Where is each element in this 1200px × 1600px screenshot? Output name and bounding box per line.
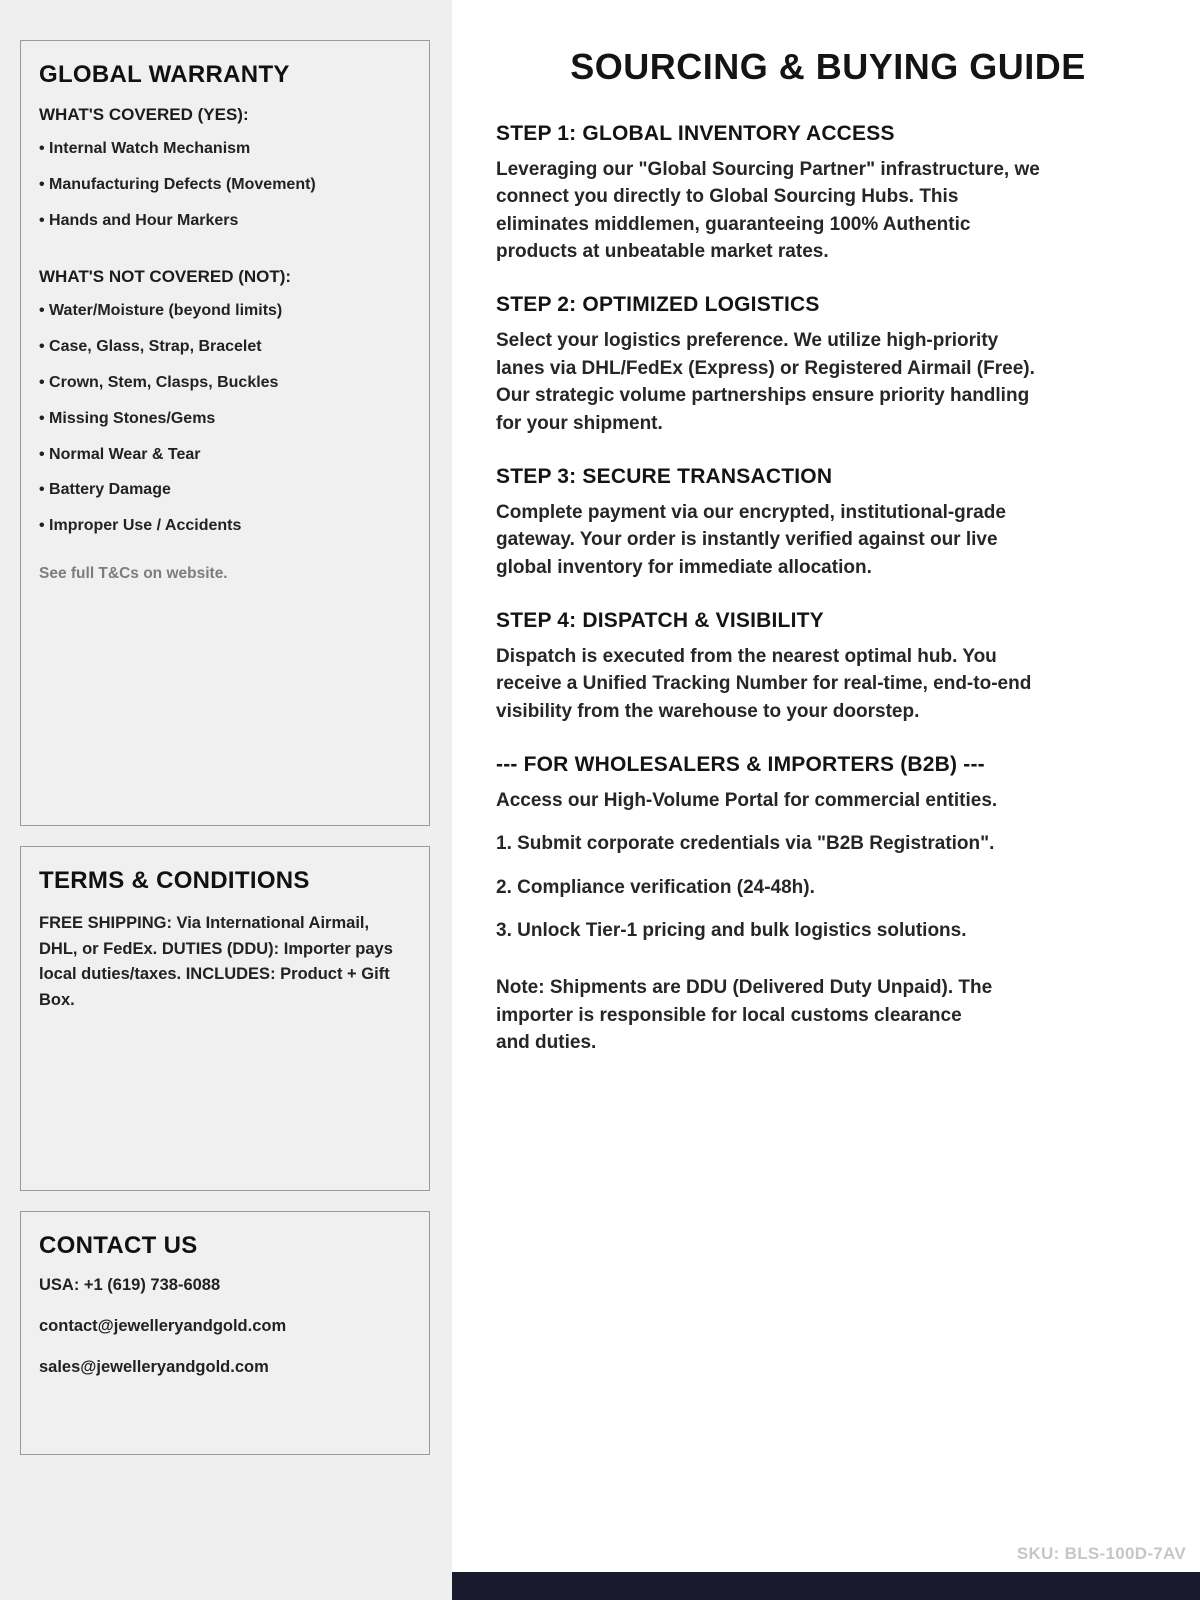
step-1-heading: STEP 1: GLOBAL INVENTORY ACCESS	[496, 122, 895, 145]
step-3-body: Complete payment via our encrypted, institutional-grade gateway. Your order is instantly verified against our live global inventory for immediate allocation.	[496, 501, 1006, 578]
sidebar	[0, 0, 452, 1600]
contact-phone: USA: +1 (619) 738-6088	[39, 1276, 221, 1294]
contact-panel	[20, 1211, 430, 1455]
contact-title: CONTACT US	[39, 1232, 198, 1259]
warranty-not-covered-title: WHAT'S NOT COVERED (NOT):	[39, 267, 292, 287]
list-item: • Normal Wear & Tear	[39, 445, 411, 466]
warranty-panel	[20, 40, 430, 826]
main-content	[452, 0, 1200, 1600]
list-item: • Water/Moisture (beyond limits)	[39, 301, 411, 322]
b2b-intro: Access our High-Volume Portal for commercial entities.	[496, 790, 998, 812]
list-item: • Case, Glass, Strap, Bracelet	[39, 337, 411, 358]
b2b-item-1: 1. Submit corporate credentials via "B2B Registration".	[496, 833, 995, 855]
warranty-title: GLOBAL WARRANTY	[39, 61, 290, 88]
warranty-not-covered-list	[39, 301, 411, 537]
contact-email-sales: sales@jewelleryandgold.com	[39, 1358, 269, 1376]
page-title: SOURCING & BUYING GUIDE	[570, 46, 1086, 87]
bottom-bar	[452, 1572, 1200, 1600]
guide-content	[496, 122, 1081, 1057]
terms-panel	[20, 846, 430, 1191]
list-item: • Improper Use / Accidents	[39, 516, 411, 537]
b2b-note: Note: Shipments are DDU (Delivered Duty Unpaid). The importer is responsible for local customs clearance and duties.	[496, 977, 993, 1054]
list-item: • Battery Damage	[39, 480, 411, 501]
list-item: • Internal Watch Mechanism	[39, 139, 411, 160]
b2b-item-2: 2. Compliance verification (24-48h).	[496, 876, 815, 898]
warranty-covered-list	[39, 139, 411, 231]
step-4-body: Dispatch is executed from the nearest optimal hub. You receive a Unified Tracking Number for real-time, end-to-end visibility from the warehouse to your doorstep.	[496, 645, 1032, 722]
step-4-heading: STEP 4: DISPATCH & VISIBILITY	[496, 608, 824, 632]
step-3-heading: STEP 3: SECURE TRANSACTION	[496, 464, 833, 488]
warranty-covered-title: WHAT'S COVERED (YES):	[39, 105, 249, 124]
step-2-heading: STEP 2: OPTIMIZED LOGISTICS	[496, 293, 820, 317]
list-item: • Crown, Stem, Clasps, Buckles	[39, 373, 411, 394]
b2b-heading: --- FOR WHOLESALERS & IMPORTERS (B2B) ---	[496, 753, 985, 777]
list-item: • Missing Stones/Gems	[39, 409, 411, 430]
terms-body: FREE SHIPPING: Via International Airmail, DHL, or FedEx. DUTIES (DDU): Importer pays local duties/taxes. INCLUDES: Product + Gift Box.	[39, 914, 393, 1009]
contact-email-primary: contact@jewelleryandgold.com	[39, 1317, 287, 1335]
terms-title: TERMS & CONDITIONS	[39, 867, 310, 894]
step-2-body: Select your logistics preference. We utilize high-priority lanes via DHL/FedEx (Express) or Registered Airmail (Free). Our strategic volume partnerships ensure priority handling for your shipment.	[496, 330, 1035, 434]
sku-label: SKU: BLS-100D-7AV	[1016, 1544, 1186, 1563]
list-item: • Hands and Hour Markers	[39, 211, 411, 232]
b2b-item-3: 3. Unlock Tier-1 pricing and bulk logistics solutions.	[496, 920, 967, 942]
warranty-footnote: See full T&Cs on website.	[39, 564, 228, 582]
list-item: • Manufacturing Defects (Movement)	[39, 175, 411, 196]
step-1-body: Leveraging our "Global Sourcing Partner" infrastructure, we connect you directly to Global Sourcing Hubs. This eliminates middlemen, guaranteeing 100% Authentic products at unbeatable market rates.	[496, 159, 1040, 263]
